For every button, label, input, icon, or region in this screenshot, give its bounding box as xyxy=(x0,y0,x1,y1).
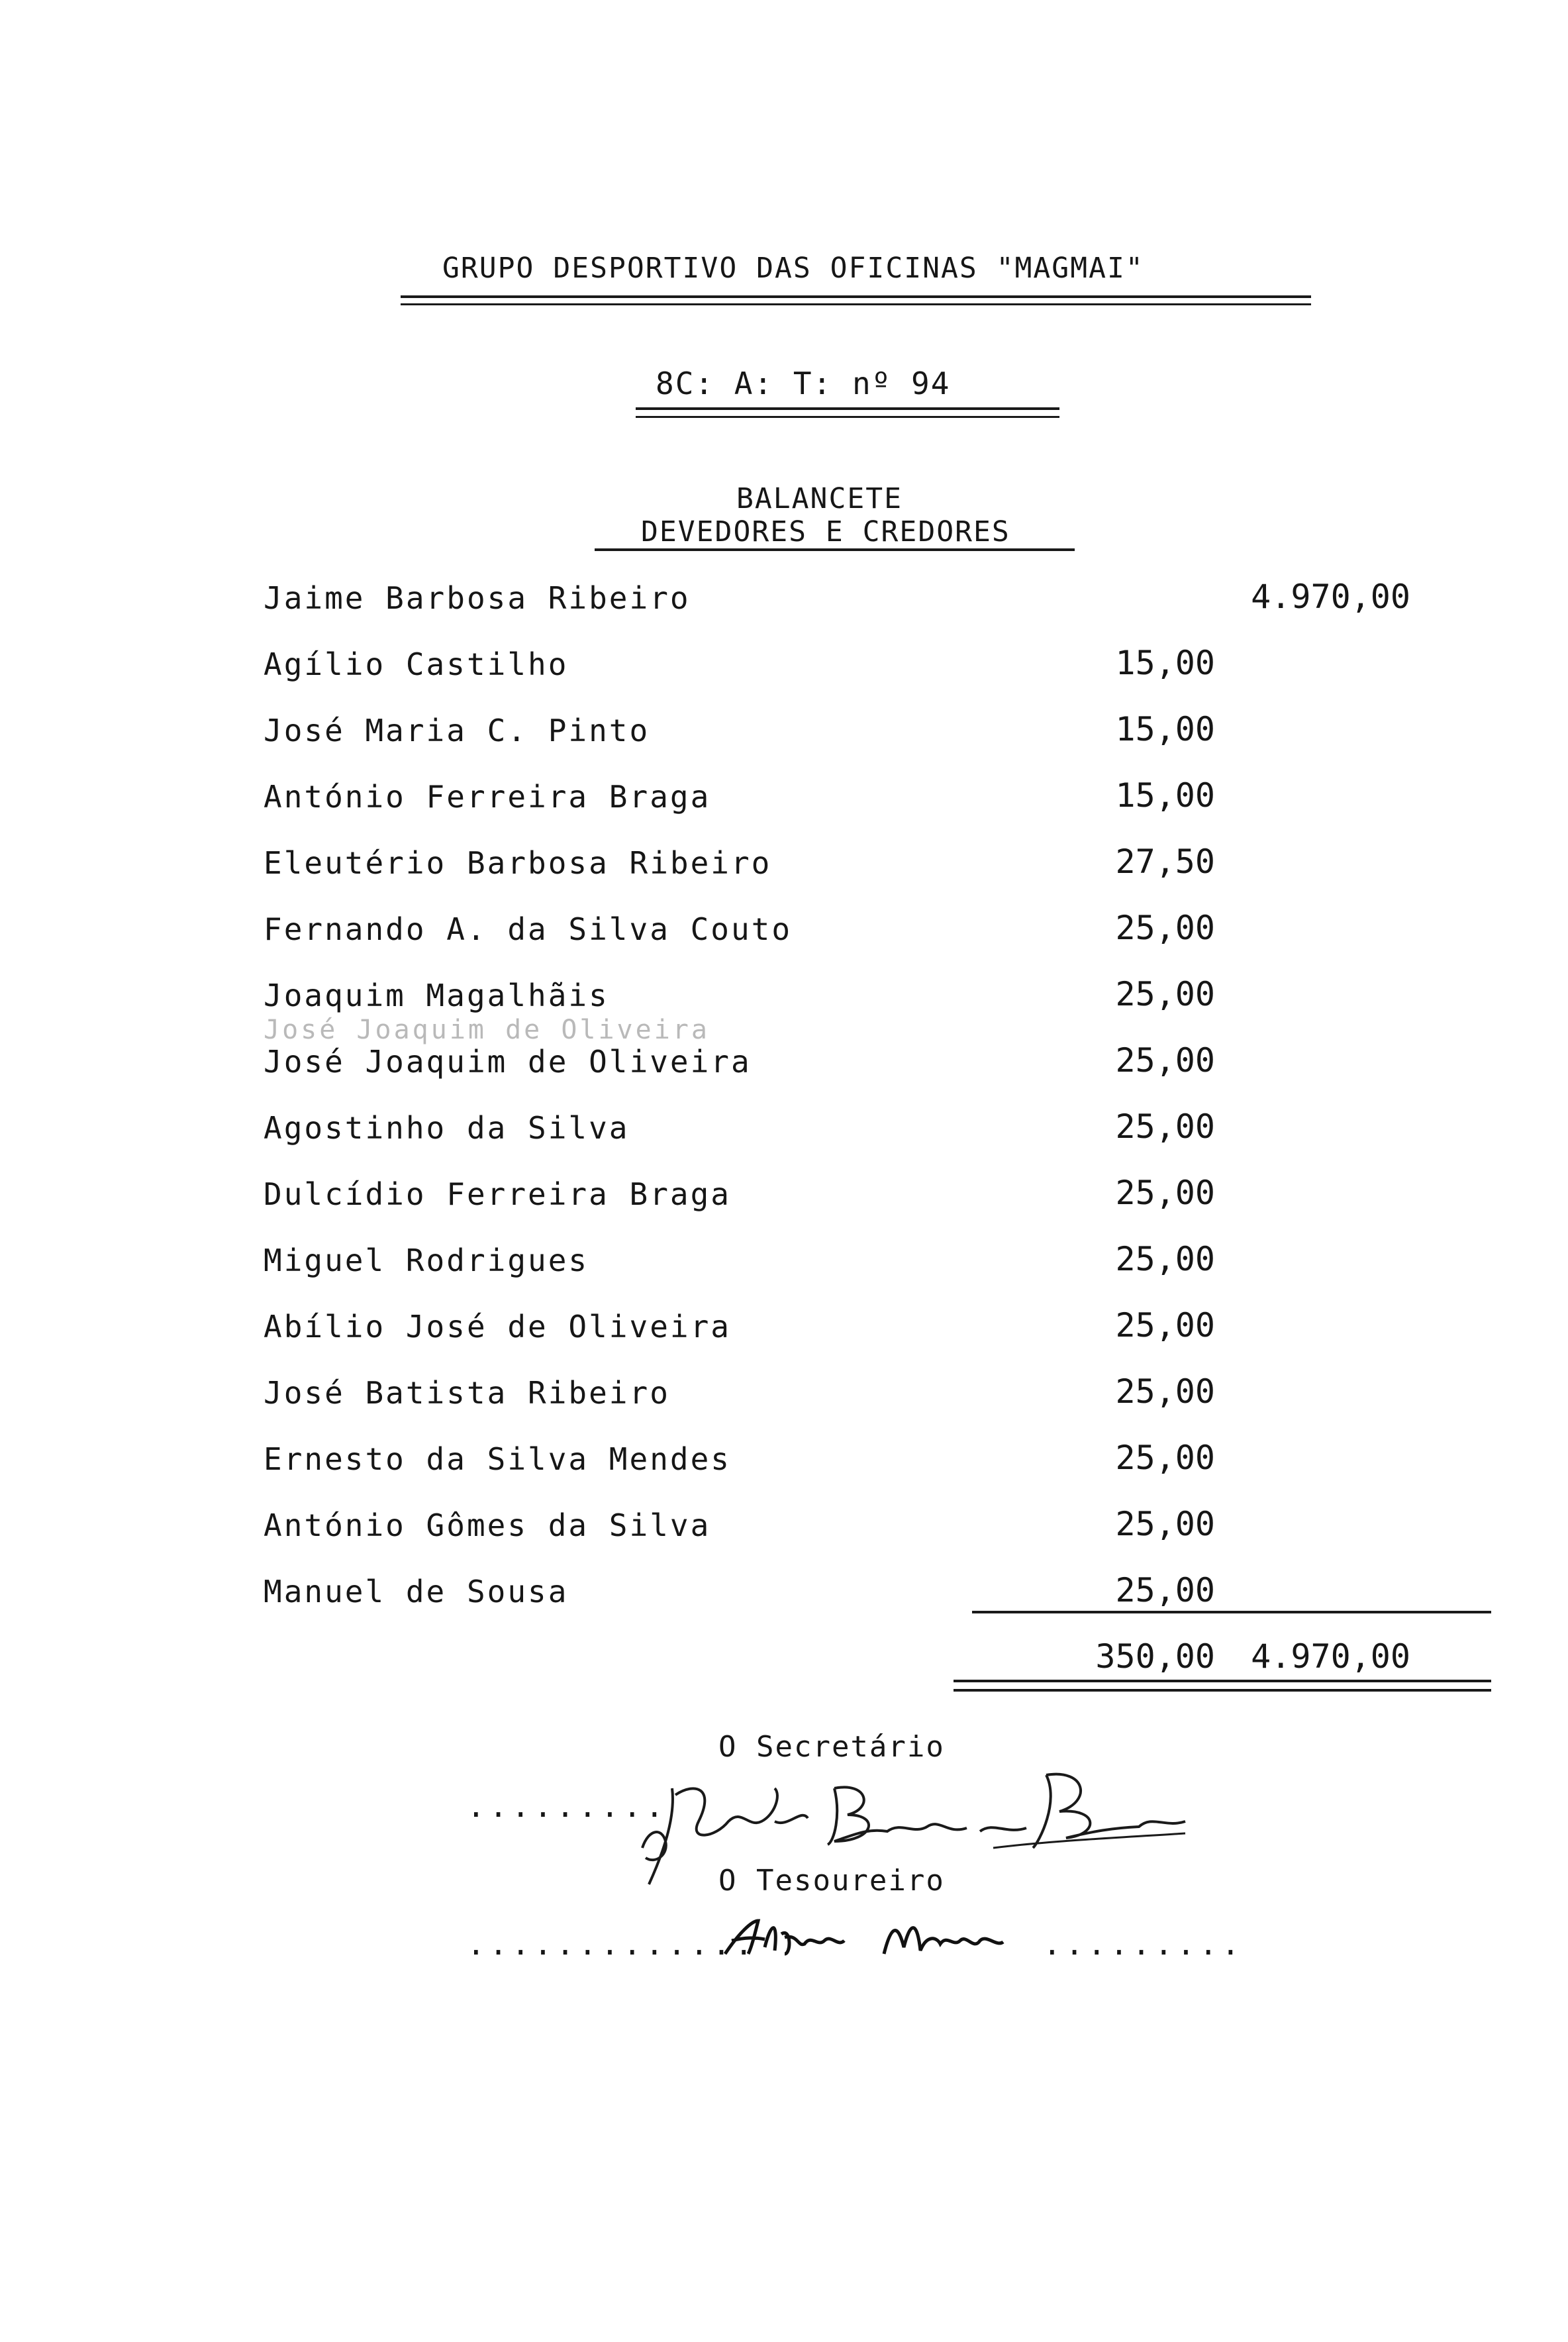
title-underline-2 xyxy=(401,303,1311,305)
faint-overprint-text: José Joaquim de Oliveira xyxy=(264,1015,710,1045)
ledger-row-name: Manuel de Sousa xyxy=(264,1574,569,1609)
ledger-row-debit: 25,00 xyxy=(1115,1505,1215,1543)
title-underline xyxy=(401,295,1311,298)
subtotal-rule xyxy=(972,1611,1491,1613)
ledger-row-debit: 25,00 xyxy=(1115,1041,1215,1080)
ledger-row-name: Dulcídio Ferreira Braga xyxy=(264,1176,731,1212)
ledger-row-debit: 25,00 xyxy=(1115,1571,1215,1609)
ledger-row-debit: 15,00 xyxy=(1115,776,1215,815)
ledger-row-debit: 15,00 xyxy=(1115,644,1215,682)
reference-number: 8C: A: T: nº 94 xyxy=(656,366,951,401)
treasurer-signature xyxy=(718,1908,1036,1970)
organization-title: GRUPO DESPORTIVO DAS OFICINAS "MAGMAI" xyxy=(442,252,1144,285)
ledger-row-debit: 25,00 xyxy=(1115,1306,1215,1345)
ledger-row-name: Miguel Rodrigues xyxy=(264,1243,589,1278)
ledger-row-name: Agostinho da Silva xyxy=(264,1110,630,1146)
ledger-row-name: Ernesto da Silva Mendes xyxy=(264,1441,731,1477)
ledger-row-debit: 25,00 xyxy=(1115,1372,1215,1411)
ledger-row-debit: 25,00 xyxy=(1115,909,1215,947)
ledger-row-name: José Batista Ribeiro xyxy=(264,1375,670,1411)
ledger-row-name: Jaime Barbosa Ribeiro xyxy=(264,580,691,616)
ledger-row-name: António Gômes da Silva xyxy=(264,1507,711,1543)
ledger-row-name: Eleutério Barbosa Ribeiro xyxy=(264,845,772,881)
treasurer-label: O Tesoureiro xyxy=(718,1864,945,1898)
document-subtitle: DEVEDORES E CREDORES xyxy=(641,515,1010,548)
document-title: BALANCETE xyxy=(736,482,903,515)
ledger-row-debit: 25,00 xyxy=(1115,1439,1215,1477)
ledger-row-debit: 25,00 xyxy=(1115,1174,1215,1212)
total-debit: 350,00 xyxy=(1095,1637,1215,1676)
ledger-row-name: Fernando A. da Silva Couto xyxy=(264,911,793,947)
ledger-row-debit: 15,00 xyxy=(1115,710,1215,748)
ledger-row-debit: 27,50 xyxy=(1115,842,1215,881)
treasurer-signature-line-end: ......... xyxy=(1043,1926,1244,1962)
ledger-row-debit: 25,00 xyxy=(1115,1107,1215,1146)
ledger-row-debit: 25,00 xyxy=(1115,1240,1215,1278)
ledger-row-name: António Ferreira Braga xyxy=(264,779,711,815)
ledger-row-debit: 25,00 xyxy=(1115,975,1215,1013)
ledger-row-name: Agílio Castilho xyxy=(264,646,569,682)
total-rule-2 xyxy=(954,1689,1491,1692)
reference-underline xyxy=(636,407,1059,410)
ledger-row-name: José Joaquim de Oliveira xyxy=(264,1044,752,1080)
secretary-signature-line: ......... xyxy=(467,1788,668,1824)
reference-underline-2 xyxy=(636,416,1059,418)
secretary-label: O Secretário xyxy=(718,1730,945,1764)
treasurer-signature-line: ............. xyxy=(467,1926,758,1962)
ledger-row-name: José Maria C. Pinto xyxy=(264,713,650,748)
total-credit: 4.970,00 xyxy=(1251,1637,1410,1676)
total-rule xyxy=(954,1680,1491,1682)
ledger-row-name: Abílio José de Oliveira xyxy=(264,1309,731,1345)
ledger-row-name: Joaquim Magalhãis xyxy=(264,978,609,1013)
ledger-row-credit: 4.970,00 xyxy=(1251,578,1410,616)
subtitle-underline xyxy=(595,548,1075,551)
